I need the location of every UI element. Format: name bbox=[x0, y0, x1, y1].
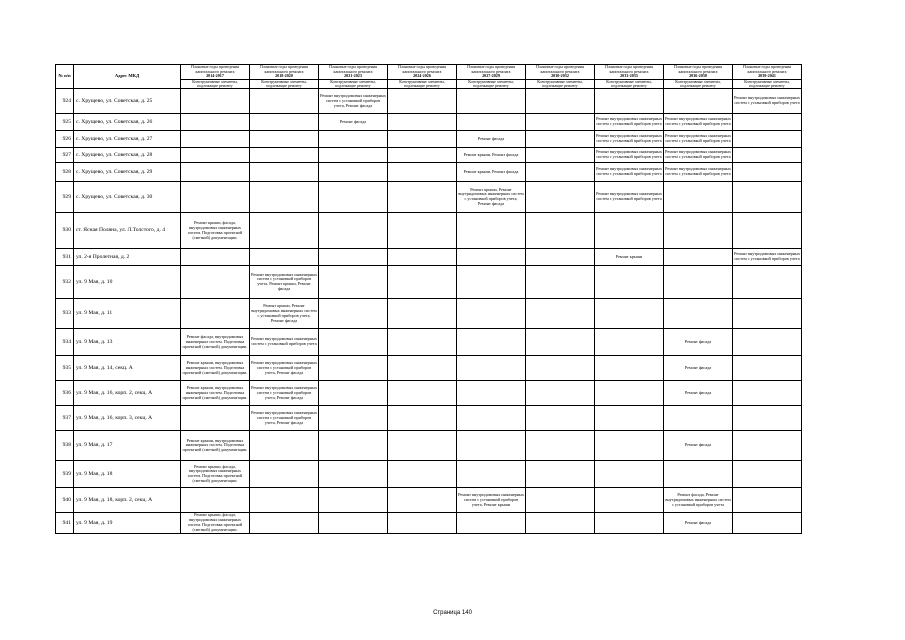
row-address: ул. 9 Мая, д. 10 bbox=[74, 266, 181, 299]
header-period-years: 2027-2029 bbox=[482, 73, 500, 79]
repair-cell-period-3 bbox=[319, 488, 388, 513]
header-period-years: 2036-2038 bbox=[689, 73, 707, 79]
repair-cell-period-7: Ремонт внутридомовых инженерных систем с установкой приборов учета bbox=[595, 114, 664, 131]
row-number: 931 bbox=[56, 249, 74, 266]
repair-cell-period-2: Ремонт внутридомовых инженерных систем с установкой приборов учета, Ремонт фасада bbox=[250, 381, 319, 406]
row-address: ул. 9 Мая, д. 16, корп. 3, секц. А bbox=[74, 406, 181, 431]
row-number: 930 bbox=[56, 213, 74, 249]
header-period-subtitle: Конструктивные элементы, подлежащие ремонту bbox=[319, 79, 388, 89]
repair-cell-period-4 bbox=[388, 148, 457, 163]
repair-cell-period-9 bbox=[733, 148, 802, 163]
repair-cell-period-1: Ремонт крыши, внутридомовых инженерных систем. Подготовка проектной (сметной) документации. bbox=[181, 356, 250, 381]
repair-cell-period-5 bbox=[457, 406, 526, 431]
repair-cell-period-3 bbox=[319, 213, 388, 249]
repair-cell-period-5 bbox=[457, 381, 526, 406]
repair-cell-period-3 bbox=[319, 461, 388, 488]
header-period-subtitle: Конструктивные элементы, подлежащие ремонту bbox=[388, 79, 457, 89]
table-row bbox=[56, 266, 802, 299]
header-period-title: Плановые годы проведения капитального ремонта bbox=[535, 64, 585, 74]
table-row bbox=[56, 488, 802, 513]
repair-cell-period-5 bbox=[457, 461, 526, 488]
header-period-title: Плановые годы проведения капитального ремонта bbox=[328, 64, 378, 74]
header-period-3 bbox=[319, 65, 388, 80]
repair-cell-period-9 bbox=[733, 131, 802, 148]
repair-cell-period-4 bbox=[388, 266, 457, 299]
repair-cell-period-8: Ремонт внутридомовых инженерных систем с установкой приборов учета bbox=[664, 131, 733, 148]
repair-cell-period-7: Ремонт внутридомовых инженерных систем с установкой приборов учета bbox=[595, 131, 664, 148]
header-period-years: 2033-2035 bbox=[620, 73, 638, 79]
repair-cell-period-4 bbox=[388, 488, 457, 513]
row-number: 935 bbox=[56, 356, 74, 381]
repair-cell-period-3 bbox=[319, 148, 388, 163]
header-period-title: Плановые годы проведения капитального ремонта bbox=[259, 64, 309, 74]
repair-cell-period-9 bbox=[733, 213, 802, 249]
repair-cell-period-9 bbox=[733, 182, 802, 213]
repair-cell-period-6 bbox=[526, 488, 595, 513]
repair-cell-period-2 bbox=[250, 249, 319, 266]
repair-cell-period-4 bbox=[388, 513, 457, 534]
repair-cell-period-3 bbox=[319, 431, 388, 461]
repair-cell-period-7: Ремонт внутридомовых инженерных систем с установкой приборов учета bbox=[595, 148, 664, 163]
repair-cell-period-1 bbox=[181, 406, 250, 431]
repair-cell-period-4 bbox=[388, 381, 457, 406]
repair-cell-period-5 bbox=[457, 299, 526, 329]
repair-cell-period-1 bbox=[181, 89, 250, 114]
repair-cell-period-3 bbox=[319, 182, 388, 213]
header-number: № п/п bbox=[56, 65, 74, 89]
repair-cell-period-9 bbox=[733, 329, 802, 356]
repair-cell-period-8: Ремонт фасада bbox=[664, 356, 733, 381]
repair-cell-period-5: Ремонт внутридомовых инженерных систем с установкой приборов учета, Ремонт крыши bbox=[457, 488, 526, 513]
repair-cell-period-3 bbox=[319, 249, 388, 266]
header-period-years: 2018-2020 bbox=[275, 73, 293, 79]
repair-cell-period-9 bbox=[733, 488, 802, 513]
row-number: 929 bbox=[56, 182, 74, 213]
row-number: 928 bbox=[56, 163, 74, 182]
repair-cell-period-7 bbox=[595, 266, 664, 299]
repair-cell-period-6 bbox=[526, 182, 595, 213]
repair-cell-period-2 bbox=[250, 114, 319, 131]
repair-cell-period-6 bbox=[526, 431, 595, 461]
table-row bbox=[56, 131, 802, 148]
repair-cell-period-9: Ремонт внутридомовых инженерных систем с установкой приборов учета bbox=[733, 89, 802, 114]
header-period-8 bbox=[664, 65, 733, 80]
row-address: ул. 9 Мая, д. 11 bbox=[74, 299, 181, 329]
repair-cell-period-8: Ремонт внутридомовых инженерных систем с установкой приборов учета bbox=[664, 163, 733, 182]
table-row bbox=[56, 381, 802, 406]
table-row bbox=[56, 406, 802, 431]
row-number: 933 bbox=[56, 299, 74, 329]
repair-cell-period-4 bbox=[388, 182, 457, 213]
table-row bbox=[56, 148, 802, 163]
repair-cell-period-5 bbox=[457, 356, 526, 381]
repair-cell-period-7 bbox=[595, 356, 664, 381]
table-row bbox=[56, 213, 802, 249]
table-row bbox=[56, 182, 802, 213]
repair-cell-period-1 bbox=[181, 249, 250, 266]
repair-cell-period-8: Ремонт фасада bbox=[664, 329, 733, 356]
header-period-subtitle: Конструктивные элементы, подлежащие ремонту bbox=[664, 79, 733, 89]
repair-cell-period-1 bbox=[181, 131, 250, 148]
repair-cell-period-4 bbox=[388, 89, 457, 114]
repair-cell-period-5: Ремонт крыши, Ремонт фасада bbox=[457, 163, 526, 182]
repair-cell-period-7 bbox=[595, 89, 664, 114]
repair-cell-period-3 bbox=[319, 356, 388, 381]
repair-cell-period-8 bbox=[664, 249, 733, 266]
repair-cell-period-4 bbox=[388, 299, 457, 329]
repair-cell-period-6 bbox=[526, 213, 595, 249]
row-number: 941 bbox=[56, 513, 74, 534]
row-number: 937 bbox=[56, 406, 74, 431]
repair-cell-period-7 bbox=[595, 488, 664, 513]
repair-cell-period-2: Ремонт внутридомовых инженерных систем с установкой приборов учета, Ремонт фасада bbox=[250, 356, 319, 381]
repair-cell-period-2 bbox=[250, 182, 319, 213]
repair-cell-period-3 bbox=[319, 513, 388, 534]
repair-cell-period-1: Ремонт крыши, фасада, внутридомовых инженерных систем. Подготовка проектной (сметной) документации. bbox=[181, 461, 250, 488]
header-period-1 bbox=[181, 65, 250, 80]
header-period-years: 2021-2023 bbox=[344, 73, 362, 79]
header-period-title: Плановые годы проведения капитального ремонта bbox=[742, 64, 792, 74]
table-row bbox=[56, 89, 802, 114]
row-address: с. Хрущево, ул. Советская, д. 25 bbox=[74, 89, 181, 114]
repair-cell-period-9 bbox=[733, 513, 802, 534]
header-period-9 bbox=[733, 65, 802, 80]
repair-cell-period-5 bbox=[457, 213, 526, 249]
repair-cell-period-4 bbox=[388, 406, 457, 431]
table-row bbox=[56, 329, 802, 356]
repair-cell-period-1 bbox=[181, 163, 250, 182]
row-address: с. Хрущево, ул. Советская, д. 30 bbox=[74, 182, 181, 213]
header-period-subtitle: Конструктивные элементы, подлежащие ремонту bbox=[733, 79, 802, 89]
repair-cell-period-2 bbox=[250, 213, 319, 249]
repair-cell-period-1 bbox=[181, 299, 250, 329]
repair-cell-period-4 bbox=[388, 131, 457, 148]
repair-cell-period-9 bbox=[733, 299, 802, 329]
table-row bbox=[56, 431, 802, 461]
row-address: ул. 2-я Пролетная, д. 2 bbox=[74, 249, 181, 266]
repair-cell-period-7 bbox=[595, 431, 664, 461]
repair-cell-period-5 bbox=[457, 266, 526, 299]
header-period-subtitle: Конструктивные элементы, подлежащие ремонту bbox=[250, 79, 319, 89]
repair-cell-period-8 bbox=[664, 461, 733, 488]
repair-cell-period-1 bbox=[181, 488, 250, 513]
repair-cell-period-8 bbox=[664, 406, 733, 431]
repair-cell-period-6 bbox=[526, 461, 595, 488]
header-period-7 bbox=[595, 65, 664, 80]
repair-cell-period-9 bbox=[733, 114, 802, 131]
page-number: Страница 140 bbox=[433, 610, 472, 616]
repair-cell-period-6 bbox=[526, 356, 595, 381]
repair-cell-period-7: Ремонт внутридомовых инженерных систем с установкой приборов учета bbox=[595, 163, 664, 182]
repair-cell-period-2: Ремонт внутридомовых инженерных систем с установкой приборов учета, Ремонт крыши, Ремонт фасада bbox=[250, 266, 319, 299]
header-period-years: 2030-2032 bbox=[551, 73, 569, 79]
row-number: 924 bbox=[56, 89, 74, 114]
repair-cell-period-8: Ремонт фасада bbox=[664, 381, 733, 406]
table-row bbox=[56, 299, 802, 329]
repair-cell-period-7 bbox=[595, 406, 664, 431]
repair-cell-period-3 bbox=[319, 163, 388, 182]
repair-cell-period-9 bbox=[733, 431, 802, 461]
repair-cell-period-2: Ремонт крыши, Ремонт внутридомовых инженерных систем с установкой приборов учета, Ремонт фасада bbox=[250, 299, 319, 329]
capital-repair-schedule-table bbox=[55, 64, 802, 534]
table-row bbox=[56, 461, 802, 488]
repair-cell-period-8: Ремонт фасада bbox=[664, 431, 733, 461]
repair-cell-period-3 bbox=[319, 406, 388, 431]
row-number: 940 bbox=[56, 488, 74, 513]
repair-cell-period-9 bbox=[733, 381, 802, 406]
repair-cell-period-2 bbox=[250, 148, 319, 163]
repair-cell-period-4 bbox=[388, 163, 457, 182]
repair-cell-period-6 bbox=[526, 381, 595, 406]
repair-cell-period-8 bbox=[664, 266, 733, 299]
repair-cell-period-7: Ремонт крыши bbox=[595, 249, 664, 266]
repair-cell-period-2 bbox=[250, 89, 319, 114]
repair-cell-period-1: Ремонт крыши, внутридомовых инженерных систем. Подготовка проектной (сметной) документации. bbox=[181, 381, 250, 406]
repair-cell-period-6 bbox=[526, 131, 595, 148]
repair-cell-period-4 bbox=[388, 356, 457, 381]
row-address: с. Хрущево, ул. Советская, д. 26 bbox=[74, 114, 181, 131]
header-period-title: Плановые годы проведения капитального ремонта bbox=[673, 64, 723, 74]
repair-cell-period-4 bbox=[388, 329, 457, 356]
row-number: 926 bbox=[56, 131, 74, 148]
repair-cell-period-8: Ремонт внутридомовых инженерных систем с установкой приборов учета bbox=[664, 148, 733, 163]
repair-cell-period-1 bbox=[181, 182, 250, 213]
repair-cell-period-8: Ремонт внутридомовых инженерных систем с установкой приборов учета bbox=[664, 114, 733, 131]
repair-cell-period-6 bbox=[526, 513, 595, 534]
repair-cell-period-5 bbox=[457, 114, 526, 131]
row-number: 925 bbox=[56, 114, 74, 131]
repair-cell-period-2 bbox=[250, 163, 319, 182]
repair-cell-period-9 bbox=[733, 356, 802, 381]
repair-cell-period-7: Ремонт внутридомовых инженерных систем с установкой приборов учета bbox=[595, 182, 664, 213]
row-number: 927 bbox=[56, 148, 74, 163]
repair-cell-period-2: Ремонт внутридомовых инженерных систем с установкой приборов учета, Ремонт фасада bbox=[250, 406, 319, 431]
header-period-title: Плановые годы проведения капитального ремонта bbox=[397, 64, 447, 74]
repair-cell-period-7 bbox=[595, 381, 664, 406]
row-number: 938 bbox=[56, 431, 74, 461]
row-address: ул. 9 Мая, д. 17 bbox=[74, 431, 181, 461]
header-address: Адрес МКД bbox=[74, 65, 181, 89]
repair-cell-period-4 bbox=[388, 249, 457, 266]
row-address: ул. 9 Мая, д. 18 bbox=[74, 461, 181, 488]
repair-cell-period-3 bbox=[319, 329, 388, 356]
repair-cell-period-7 bbox=[595, 213, 664, 249]
repair-cell-period-8 bbox=[664, 182, 733, 213]
repair-cell-period-1: Ремонт крыши, фасада, внутридомовых инженерных систем. Подготовка проектной (сметной) документации. bbox=[181, 513, 250, 534]
header-period-title: Плановые годы проведения капитального ремонта bbox=[604, 64, 654, 74]
repair-cell-period-2 bbox=[250, 488, 319, 513]
header-period-title: Плановые годы проведения капитального ремонта bbox=[190, 64, 240, 74]
repair-cell-period-8 bbox=[664, 299, 733, 329]
repair-cell-period-8: Ремонт фасада bbox=[664, 513, 733, 534]
repair-cell-period-3 bbox=[319, 299, 388, 329]
repair-cell-period-5 bbox=[457, 431, 526, 461]
repair-cell-period-2 bbox=[250, 461, 319, 488]
repair-cell-period-3 bbox=[319, 266, 388, 299]
table-row bbox=[56, 356, 802, 381]
repair-cell-period-8 bbox=[664, 89, 733, 114]
header-period-subtitle: Конструктивные элементы, подлежащие ремонту bbox=[595, 79, 664, 89]
header-period-subtitle: Конструктивные элементы, подлежащие ремонту bbox=[181, 79, 250, 89]
repair-cell-period-5: Ремонт фасада bbox=[457, 131, 526, 148]
repair-cell-period-3: Ремонт внутридомовых инженерных систем с установкой приборов учета, Ремонт фасада bbox=[319, 89, 388, 114]
repair-cell-period-5: Ремонт крыши, Ремонт внутридомовых инженерных систем с установкой приборов учета, Ремонт фасада bbox=[457, 182, 526, 213]
repair-cell-period-3: Ремонт фасада bbox=[319, 114, 388, 131]
table-header bbox=[56, 65, 802, 89]
repair-cell-period-9 bbox=[733, 461, 802, 488]
repair-cell-period-9: Ремонт внутридомовых инженерных систем с установкой приборов учета bbox=[733, 249, 802, 266]
repair-cell-period-6 bbox=[526, 299, 595, 329]
repair-cell-period-4 bbox=[388, 213, 457, 249]
repair-cell-period-9 bbox=[733, 406, 802, 431]
row-address: ст. Ясная Поляна, ул. Л.Толстого, д. 4 bbox=[74, 213, 181, 249]
repair-cell-period-5 bbox=[457, 249, 526, 266]
repair-cell-period-6 bbox=[526, 266, 595, 299]
table-row bbox=[56, 163, 802, 182]
repair-cell-period-2: Ремонт внутридомовых инженерных систем с установкой приборов учета bbox=[250, 329, 319, 356]
repair-cell-period-7 bbox=[595, 299, 664, 329]
row-address: ул. 9 Мая, д. 14, секц. А bbox=[74, 356, 181, 381]
row-address: ул. 9 Мая, д. 16, корп. 2, секц. А bbox=[74, 381, 181, 406]
repair-cell-period-8: Ремонт фасада, Ремонт внутридомовых инженерных систем с установкой приборов учета bbox=[664, 488, 733, 513]
repair-cell-period-4 bbox=[388, 431, 457, 461]
repair-cell-period-1 bbox=[181, 148, 250, 163]
repair-cell-period-1: Ремонт крыши, внутридомовых инженерных систем. Подготовка проектной (сметной) документации. bbox=[181, 431, 250, 461]
repair-cell-period-2 bbox=[250, 131, 319, 148]
header-period-4 bbox=[388, 65, 457, 80]
row-address: ул. 9 Мая, д. 19 bbox=[74, 513, 181, 534]
row-number: 939 bbox=[56, 461, 74, 488]
header-period-subtitle: Конструктивные элементы, подлежащие ремонту bbox=[457, 79, 526, 89]
header-period-2 bbox=[250, 65, 319, 80]
row-number: 932 bbox=[56, 266, 74, 299]
table-body bbox=[56, 89, 802, 534]
repair-cell-period-4 bbox=[388, 461, 457, 488]
header-period-title: Плановые годы проведения капитального ремонта bbox=[466, 64, 516, 74]
repair-cell-period-6 bbox=[526, 89, 595, 114]
repair-cell-period-3 bbox=[319, 131, 388, 148]
repair-cell-period-1: Ремонт крыши, фасада, внутридомовых инженерных систем. Подготовка проектной (сметной) документации. bbox=[181, 213, 250, 249]
header-period-5 bbox=[457, 65, 526, 80]
repair-cell-period-5: Ремонт крыши, Ремонт фасада bbox=[457, 148, 526, 163]
repair-cell-period-9 bbox=[733, 266, 802, 299]
row-address: ул. 9 Мая, д. 18, корп. 2, секц. А bbox=[74, 488, 181, 513]
row-address: ул. 9 Мая, д. 13 bbox=[74, 329, 181, 356]
repair-cell-period-7 bbox=[595, 513, 664, 534]
header-period-subtitle: Конструктивные элементы, подлежащие ремонту bbox=[526, 79, 595, 89]
repair-cell-period-1 bbox=[181, 266, 250, 299]
table-row bbox=[56, 249, 802, 266]
repair-cell-period-6 bbox=[526, 163, 595, 182]
repair-cell-period-8 bbox=[664, 213, 733, 249]
row-number: 936 bbox=[56, 381, 74, 406]
row-address: с. Хрущево, ул. Советская, д. 29 bbox=[74, 163, 181, 182]
repair-cell-period-6 bbox=[526, 114, 595, 131]
table-row bbox=[56, 114, 802, 131]
repair-cell-period-5 bbox=[457, 89, 526, 114]
table-row bbox=[56, 513, 802, 534]
repair-cell-period-5 bbox=[457, 329, 526, 356]
repair-cell-period-6 bbox=[526, 406, 595, 431]
repair-cell-period-2 bbox=[250, 513, 319, 534]
repair-cell-period-6 bbox=[526, 249, 595, 266]
repair-cell-period-7 bbox=[595, 329, 664, 356]
repair-cell-period-3 bbox=[319, 381, 388, 406]
repair-cell-period-9 bbox=[733, 163, 802, 182]
repair-cell-period-7 bbox=[595, 461, 664, 488]
repair-cell-period-6 bbox=[526, 329, 595, 356]
repair-cell-period-2 bbox=[250, 431, 319, 461]
header-period-years: 2024-2026 bbox=[413, 73, 431, 79]
row-address: с. Хрущево, ул. Советская, д. 27 bbox=[74, 131, 181, 148]
repair-cell-period-1 bbox=[181, 114, 250, 131]
row-address: с. Хрущево, ул. Советская, д. 28 bbox=[74, 148, 181, 163]
repair-cell-period-1: Ремонт фасада, внутридомовых инженерных систем. Подготовка проектной (сметной) документации. bbox=[181, 329, 250, 356]
repair-cell-period-5 bbox=[457, 513, 526, 534]
header-period-years: 2039-2041 bbox=[758, 73, 776, 79]
repair-cell-period-6 bbox=[526, 148, 595, 163]
header-period-6 bbox=[526, 65, 595, 80]
repair-cell-period-4 bbox=[388, 114, 457, 131]
row-number: 934 bbox=[56, 329, 74, 356]
header-period-years: 2014-2017 bbox=[206, 73, 224, 79]
